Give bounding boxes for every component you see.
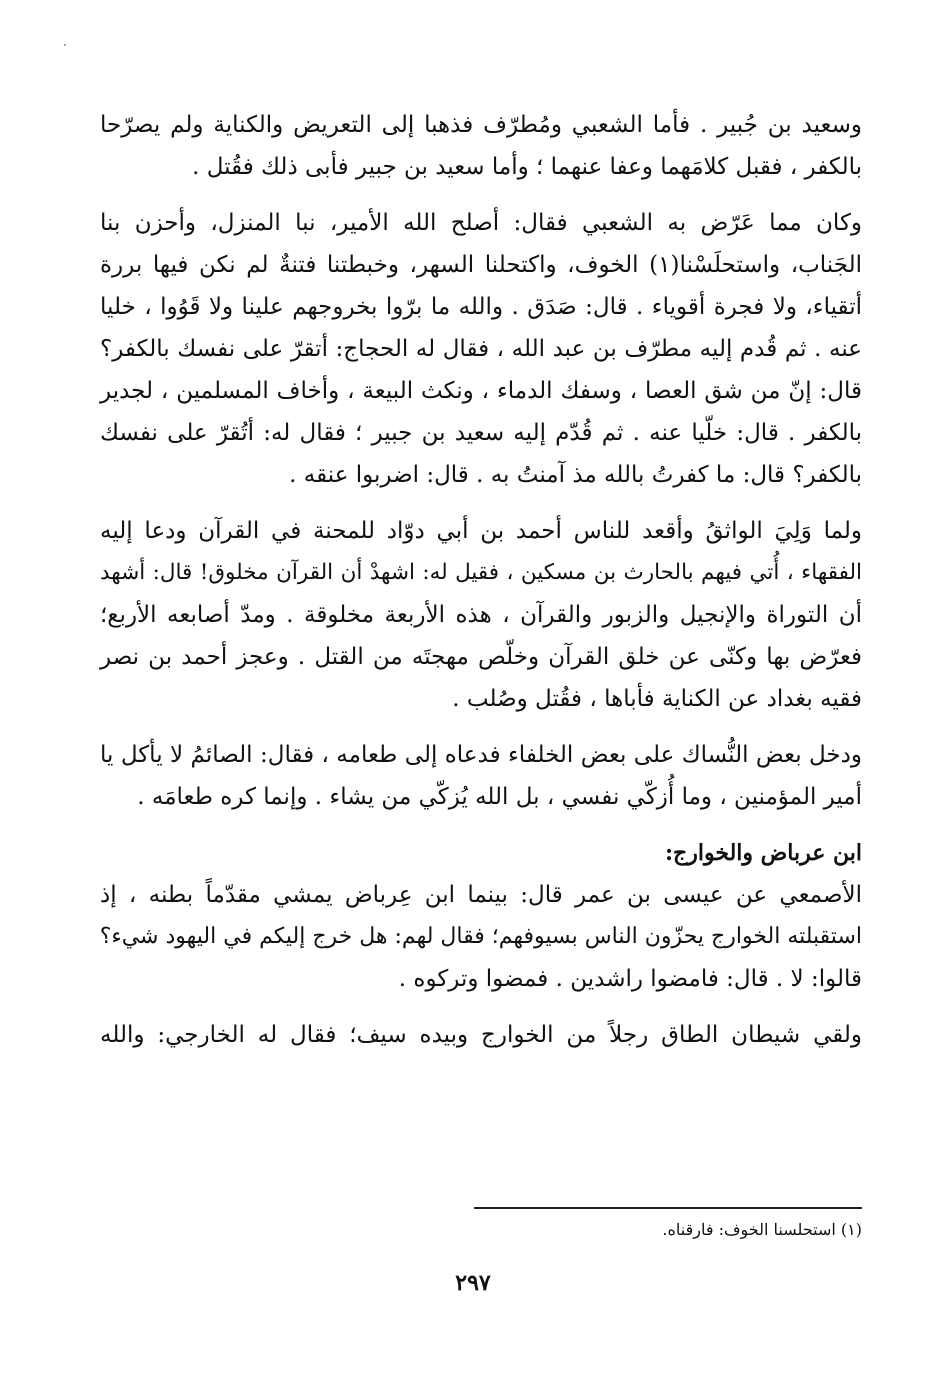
text-line: فعرّض بها وكنّى عن خلق القرآن وخلّص مهجتَه من القتل . وعجز أحمد بن نصر [100,644,862,670]
text-line: استقبلته الخوارج يحزّون الناس بسيوفهم؛ فقال لهم: هل خرج إليكم في اليهود شيء؟ [99,924,862,949]
text-line: عنه . ثم قُدم إليه مطرّف بن عبد الله ، فقال له الحجاج: أتقرّ على نفسك بالكفر؟ [100,336,862,362]
text-line: قالوا: لا . قال: فامضوا راشدين . فمضوا وتركوه . [398,966,862,992]
paragraph-6 [100,1014,862,1056]
text-line: وكان مما عَرّض به الشعبي فقال: أصلح الله الأمير، نبا المنزل، وأحزن بنا [100,210,862,236]
scan-speck [64,44,66,46]
text-line: ولما وَلِيَ الواثقُ وأقعد للناس أحمد بن أبي دوّاد للمحنة في القرآن ودعا إليه [100,518,862,544]
page-number: ٢٩٧ [455,1270,491,1296]
paragraph-4 [100,734,862,818]
text-line: ولقي شيطان الطاق رجلاً من الخوارج وبيده سيف؛ فقال له الخارجي: والله [100,1022,862,1048]
text-line: أن التوراة والإنجيل والزبور والقرآن ، هذه الأربعة مخلوقة . ومدّ أصابعه الأربع؛ [100,602,862,628]
section-heading: ابن عرباض والخوارج: [664,840,862,866]
text-line: بالكفر ، فقبل كلامَهما وعفا عنهما ؛ وأما سعيد بن جبير فأبى ذلك فقُتل . [192,154,862,180]
text-line: الفقهاء ، أُتي فيهم بالحارث بن مسكين ، فقيل له: اشهدْ أن القرآن مخلوق! قال: أشهد [100,560,862,585]
text-line: وسعيد بن جُبير . فأما الشعبي ومُطرّف فذهبا إلى التعريض والكناية ولم يصرّحا [100,112,862,138]
text-line: فقيه بغداد عن الكناية فأباها ، فقُتل وصُلب . [452,686,862,712]
footnote-separator [474,1207,862,1209]
text-line: ودخل بعض النُّساك على بعض الخلفاء فدعاه إلى طعامه ، فقال: الصائمُ لا يأكل يا [100,742,862,768]
text-line: بالكفر؟ قال: ما كفرتُ بالله مذ آمنتُ به . قال: اضربوا عنقه . [289,462,862,488]
paragraph-2 [100,202,862,496]
paragraph-1 [100,104,862,188]
text-line: قال: إنّ من شق العصا ، وسفك الدماء ، ونكث البيعة ، وأخاف المسلمين ، لجدير [100,378,862,404]
text-line: الجَناب، واستحلَسْنا(١) الخوف، واكتحلنا السهر، وخبطتنا فتنةٌ لم نكن فيها بررة [100,252,862,278]
text-line: أتقياء، ولا فجرة أقوياء . قال: صَدَق . والله ما برّوا بخروجهم علينا ولا قَوُوا ، خليا [100,294,862,320]
paragraph-5 [100,874,862,1000]
footnote: (١) استحلسنا الخوف: فارقناه. [662,1220,862,1239]
text-line: أمير المؤمنين ، وما أُزكّي نفسي ، بل الله يُزكّي من يشاء . وإنما كره طعامَه . [137,784,862,810]
page-body [100,104,862,1070]
text-line: الأصمعي عن عيسى بن عمر قال: بينما ابن عِرباض يمشي مقدّماً بطنه ، إذ [100,882,862,908]
paragraph-3 [100,510,862,720]
text-line: بالكفر . قال: خلّيا عنه . ثم قُدّم إليه سعيد بن جبير ؛ فقال له: أتُقرّ على نفسك [100,420,862,446]
